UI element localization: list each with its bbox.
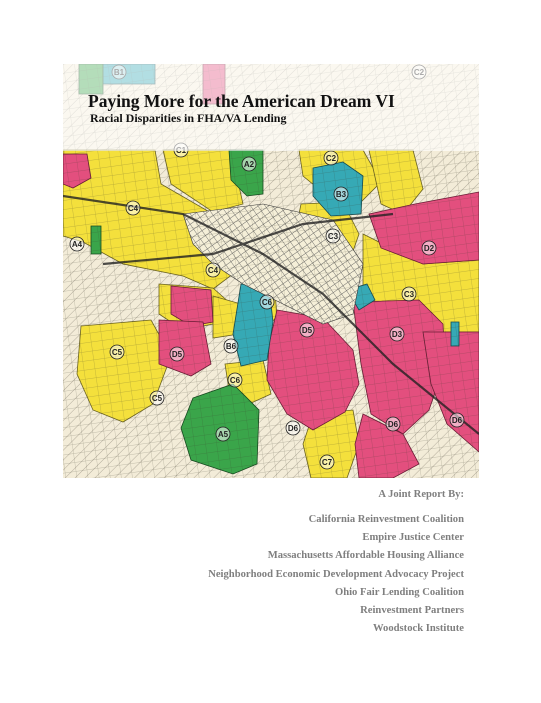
svg-text:C2: C2 [325, 154, 337, 163]
svg-text:D2: D2 [423, 244, 435, 253]
svg-text:B3: B3 [335, 190, 347, 199]
svg-text:C3: C3 [403, 290, 415, 299]
district-label-b3 [334, 187, 348, 201]
district-label-d5 [300, 323, 314, 337]
svg-text:D6: D6 [451, 416, 463, 425]
district-label-d6 [386, 417, 400, 431]
svg-text:C6: C6 [261, 298, 273, 307]
district-label-c6 [260, 295, 274, 309]
district-label-c7 [320, 455, 334, 469]
svg-text:A4: A4 [71, 240, 83, 249]
district-label-a2 [242, 157, 256, 171]
svg-text:C4: C4 [127, 204, 139, 213]
svg-text:C3: C3 [327, 232, 339, 241]
report-subtitle: Racial Disparities in FHA/VA Lending [90, 111, 287, 125]
district-label-c3 [326, 229, 340, 243]
district-label-a4 [70, 237, 84, 251]
district-label-c5 [150, 391, 164, 405]
district-label-d3 [390, 327, 404, 341]
svg-text:D5: D5 [301, 326, 313, 335]
district-label-d6 [450, 413, 464, 427]
joint-report-credits [208, 489, 464, 638]
organization-item: California Reinvestment Coalition [308, 514, 464, 525]
svg-text:C5: C5 [151, 394, 163, 403]
svg-text:D3: D3 [391, 330, 403, 339]
organization-item: Ohio Fair Lending Coalition [334, 586, 464, 598]
svg-text:A5: A5 [217, 430, 229, 439]
district-label-d6 [286, 421, 300, 435]
report-title: Paying More for the American Dream VI [88, 91, 395, 111]
district-label-d5 [170, 347, 184, 361]
svg-text:C7: C7 [321, 458, 333, 467]
district-label-a5 [216, 427, 230, 441]
svg-text:D5: D5 [171, 350, 183, 359]
district-label-d2 [422, 241, 436, 255]
district-label-c3 [402, 287, 416, 301]
svg-text:B6: B6 [225, 342, 237, 351]
svg-text:C4: C4 [207, 266, 219, 275]
svg-text:A2: A2 [243, 160, 255, 169]
district-label-c4 [126, 201, 140, 215]
svg-text:C6: C6 [229, 376, 241, 385]
district-label-b6 [224, 339, 238, 353]
organization-item: Woodstock Institute [373, 623, 464, 635]
district-label-c6 [228, 373, 242, 387]
svg-text:D6: D6 [387, 420, 399, 429]
credits-intro: A Joint Report By: [378, 489, 464, 500]
organization-item: Empire Justice Center [362, 532, 464, 544]
organization-list [208, 511, 464, 638]
district-label-c5 [110, 345, 124, 359]
organization-item: Massachusetts Affordable Housing Alliance [267, 550, 464, 562]
organization-item: Reinvestment Partners [360, 605, 464, 617]
svg-text:C5: C5 [111, 348, 123, 357]
district-label-c4 [206, 263, 220, 277]
district-label-c2 [324, 151, 338, 165]
organization-item: Neighborhood Economic Development Advocacy Project [208, 568, 464, 580]
svg-text:D6: D6 [287, 424, 299, 433]
